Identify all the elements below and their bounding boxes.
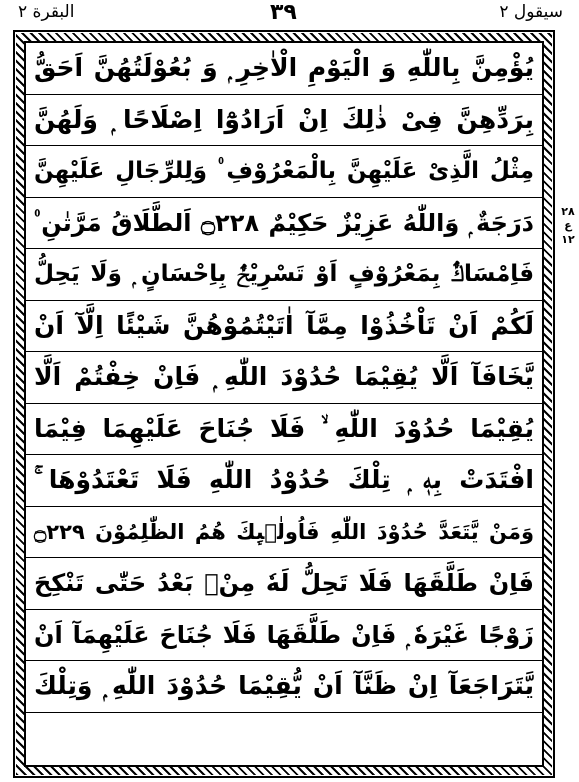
page-header xyxy=(0,0,579,30)
text-line-2: بِرَدِّهِنَّ فِیْ ذٰلِكَ اِنْ اَرَادُوْٓا اِصْلَاحًا ۭ وَلَهُنَّ xyxy=(26,95,542,147)
text-line-12: زَوْجًا غَیْرَهٗ ۭ فَاِنْ طَلَّقَهَا فَلَا جُنَاحَ عَلَیْهِمَآ اَنْ xyxy=(26,610,542,662)
text-line-5: فَاِمْسَاكٌۢ بِمَعْرُوْفٍ اَوْ تَسْرِیْحٌۢ بِاِحْسَانٍ ۭ وَلَا یَحِلُّ xyxy=(26,249,542,301)
text-line-14 xyxy=(26,713,542,765)
text-line-10: وَمَنْ یَّتَعَدَّ حُدُوْدَ اللّٰهِ فَاُولٰۗىِٕكَ هُمُ الظّٰلِمُوْنَ ۝٢٢٩ xyxy=(26,507,542,559)
text-line-8: یُقِیْمَا حُدُوْدَ اللّٰهِ ۙ فَلَا جُنَاحَ عَلَیْهِمَا فِیْمَا xyxy=(26,404,542,456)
text-line-7: یَّخَافَآ اَلَّا یُقِیْمَا حُدُوْدَ اللّٰهِ ۭ فَاِنْ خِفْتُمْ اَلَّا xyxy=(26,352,542,404)
ruku-marker xyxy=(557,205,579,247)
surah-name: البقرة ٢ xyxy=(18,2,75,22)
page-number: ٣٩ xyxy=(270,0,297,25)
ruku-marker-top: ٢٨ xyxy=(561,205,575,218)
verse-text-block xyxy=(26,43,542,765)
text-line-9: افْتَدَتْ بِهٖ ۭ تِلْكَ حُدُوْدُ اللّٰهِ فَلَا تَعْتَدُوْهَا ۚ xyxy=(26,455,542,507)
juz-name: سيقول ٢ xyxy=(499,2,563,22)
ruku-marker-middle: ع xyxy=(564,219,572,232)
ruku-marker-bottom: ١٢ xyxy=(561,233,575,246)
text-line-6: لَكُمْ اَنْ تَاْخُذُوْا مِمَّآ اٰتَیْتُمُوْهُنَّ شَیْئًا اِلَّآ اَنْ xyxy=(26,301,542,353)
text-line-4: دَرَجَةٌ ۭ وَاللّٰهُ عَزِیْزٌ حَكِیْمٌ ۝٢٢٨ اَلطَّلَاقُ مَرَّتٰنِ ۠ xyxy=(26,198,542,250)
text-line-11: فَاِنْ طَلَّقَهَا فَلَا تَحِلُّ لَهٗ مِنْۢ بَعْدُ حَتّٰى تَنْكِحَ xyxy=(26,558,542,610)
text-line-3: مِثْلُ الَّذِیْ عَلَیْهِنَّ بِالْمَعْرُوْفِ ۠ وَلِلرِّجَالِ عَلَیْهِنَّ xyxy=(26,146,542,198)
text-line-13: یَّتَرَاجَعَآ اِنْ ظَنَّآ اَنْ یُّقِیْمَا حُدُوْدَ اللّٰهِ ۭ وَتِلْكَ xyxy=(26,661,542,713)
text-line-1: يُؤْمِنَّ بِاللّٰهِ وَ الْيَوْمِ الْاٰخِرِ ۭ وَ بُعُوْلَتُهُنَّ اَحَقُّ xyxy=(26,43,542,95)
